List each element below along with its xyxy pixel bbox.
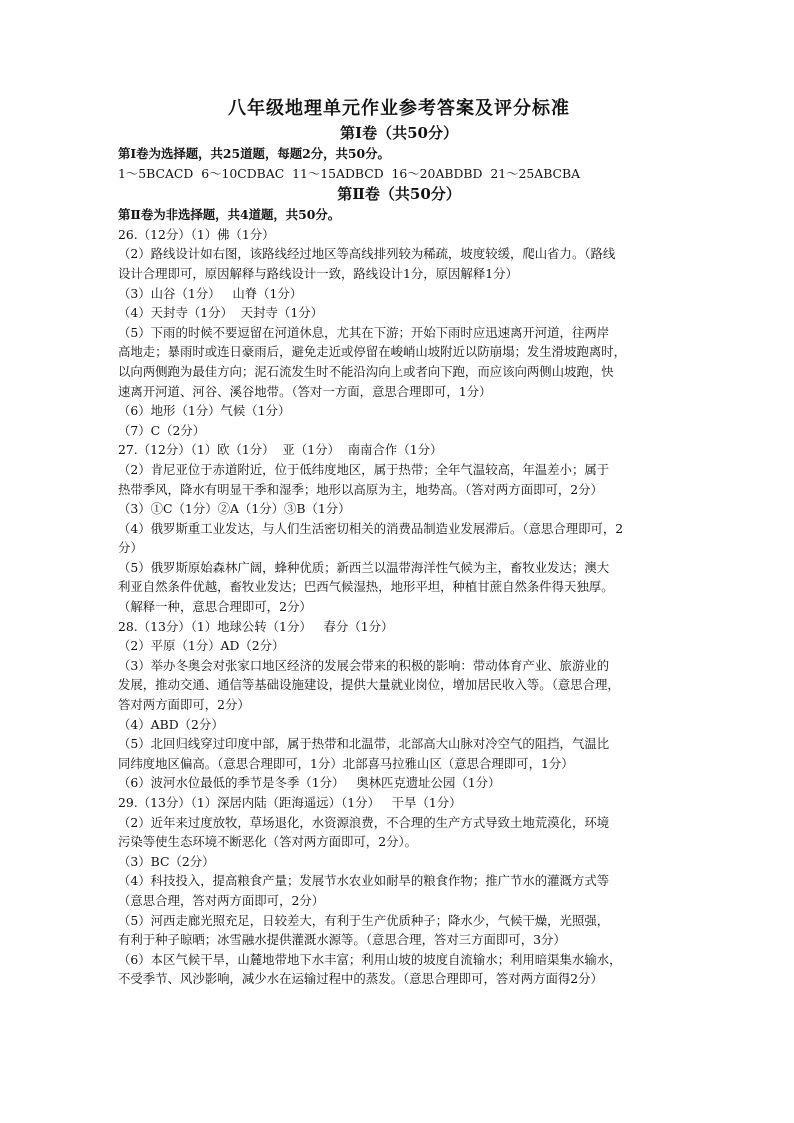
answer-line: 答对两方面即可，2分） (118, 697, 250, 713)
answer-line: （5）俄罗斯原始森林广阔，蜂种优质；新西兰以温带海洋性气候为主，畜牧业发达；澳大 (118, 559, 610, 575)
answer-line: 有利于种子晾晒；冰雪融水提供灌溉水源等。（意思合理，答对三方面即可，3分） (118, 932, 566, 948)
answer-line: （4）天封寺（1分） 天封寺（1分） (118, 305, 323, 321)
answer-line: （2）路线设计如右图，该路线经过地区等高线排列较为稀疏，坡度较缓，爬山省力。（路线 (118, 246, 616, 262)
answer-line: （5）北回归线穿过印度中部，属于热带和北温带，北部高大山脉对冷空气的阻挡，气温比 (118, 736, 610, 752)
section-1-note: 第Ⅰ卷为选择题，共25道题，每题2分，共50分。 (118, 146, 390, 161)
section-2-note: 第Ⅱ卷为非选择题，共4道题，共50分。 (118, 207, 341, 223)
answer-line: （3）①C（1分）②A（1分）③B（1分） (118, 501, 351, 517)
answer-line: 利亚自然条件优越，畜牧业发达；巴西气候湿热，地形平坦，种植甘蔗自然条件得天独厚。 (118, 579, 614, 595)
section-1-answers: 1～5BCACD 6～10CDBAC 11～15ADBCD 16～20ABDBD 21～25ABCBA (118, 165, 581, 181)
answer-line: 27.（12分）（1）欧（1分） 亚（1分） 南南合作（1分） (118, 442, 443, 458)
section-1-heading: 第Ⅰ卷（共50分） (340, 124, 458, 142)
answer-line: 不受季节、风沙影响，减少水在运输过程中的蒸发。（意思合理即可，答对两方面得2分） (118, 971, 603, 987)
answer-line: 热带季风，降水有明显干季和湿季；地形以高原为主，地势高。（答对两方面即可，2分） (118, 481, 603, 497)
answer-line: （意思合理，答对两方面即可，2分） (118, 892, 325, 908)
answer-line: （3）山谷（1分） 山脊（1分） (118, 285, 303, 301)
answer-line: 分） (118, 540, 143, 556)
answer-line: （5）下雨的时候不要逗留在河道休息，尤其在下游；开始下雨时应迅速离开河道，往两岸 (118, 324, 610, 340)
answer-line: （3）BC（2分） (118, 853, 215, 869)
document-title: 八年级地理单元作业参考答案及评分标准 (228, 98, 570, 119)
answer-line: （5）河西走廊光照充足，日较差大，有利于生产优质种子；降水少，气候干燥，光照强， (118, 912, 610, 928)
answer-line: （2）近年来过度放牧，草场退化，水资源浪费，不合理的生产方式导致土地荒漠化，环境 (118, 814, 610, 830)
answer-line: （7）C（2分） (118, 422, 206, 438)
answer-line: 以向两侧跑为最佳方向；泥石流发生时不能沿沟向上或者向下跑，而应该向两侧山坡跑，快 (118, 363, 614, 379)
answer-lines (118, 225, 680, 989)
section-2-heading: 第Ⅱ卷（共50分） (337, 185, 461, 204)
answer-line: （2）平原（1分）AD（2分） (118, 638, 285, 654)
answer-line: 高地走；暴雨时或连日豪雨后，避免走近或停留在峻峭山坡附近以防崩塌；发生滑坡跑离时， (118, 344, 627, 360)
answer-line: 设计合理即可，原因解释与路线设计一致，路线设计1分，原因解释1分） (118, 265, 518, 281)
answer-line: 速离开河道、河谷、溪谷地带。（答对一方面，意思合理即可，1分） (118, 383, 492, 399)
answer-line: （4）科技投入，提高粮食产量；发展节水农业如耐旱的粮食作物；推广节水的灌溉方式等 (118, 873, 610, 889)
answer-line: （3）举办冬奥会对张家口地区经济的发展会带来的积极的影响：带动体育产业、旅游业的 (118, 657, 610, 673)
answer-line: 29.（13分）（1）深居内陆（距海遥远）（1分） 干旱（1分） (118, 795, 462, 810)
answer-line: （解释一种，意思合理即可，2分） (118, 599, 312, 615)
answer-line: （6）波河水位最低的季节是冬季（1分） 奥林匹克遗址公园（1分） (118, 775, 501, 791)
answer-line: 污染等使生态环境不断恶化（答对两方面即可，2分）。 (118, 834, 418, 850)
answer-line: （6）地形（1分）气候（1分） (118, 403, 291, 419)
answer-line: 发展，推动交通、通信等基础设施建设，提供大量就业岗位，增加居民收入等。（意思合理， (118, 677, 620, 693)
answer-line: （2）肯尼亚位于赤道附近，位于低纬度地区，属于热带；全年气温较高，年温差小；属于 (118, 461, 610, 477)
answer-line: 26.（12分）（1）佛（1分） (118, 226, 275, 242)
answer-line: （4）俄罗斯重工业发达，与人们生活密切相关的消费品制造业发展滞后。（意思合理即可，2 (118, 520, 624, 536)
answer-line: （6）本区气候干旱，山麓地带地下水丰富；利用山坡的坡度自流输水；利用暗渠集水输水， (118, 951, 622, 967)
answer-line: （4）ABD（2分） (118, 716, 224, 732)
answer-line: 同纬度地区偏高。（意思合理即可，1分）北部喜马拉雅山区（意思合理即可，1分） (118, 755, 574, 771)
answer-document (118, 96, 680, 989)
answer-line: 28.（13分）（1）地球公转（1分） 春分（1分） (118, 618, 394, 634)
